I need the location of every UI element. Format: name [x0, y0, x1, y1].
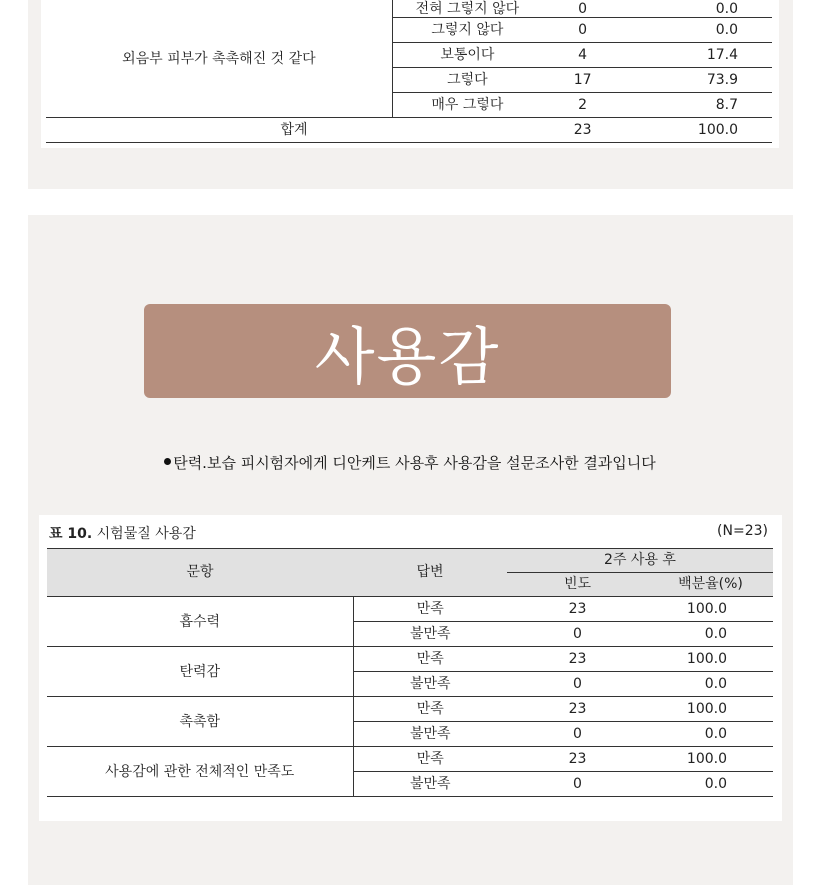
answer-cell: 불만족	[353, 772, 507, 797]
bullet-icon	[164, 458, 171, 465]
answer-cell: 전혀 그렇지 않다	[392, 0, 542, 18]
header-answer: 답변	[353, 549, 507, 597]
answer-cell: 만족	[353, 647, 507, 672]
banner-title: 사용감	[314, 319, 501, 393]
item-cell: 흡수력	[47, 597, 353, 647]
table-row	[46, 0, 772, 18]
freq-cell: 2	[542, 93, 623, 118]
answer-cell: 보통이다	[392, 43, 542, 68]
answer-cell: 그렇지 않다	[392, 18, 542, 43]
answer-cell: 만족	[353, 747, 507, 772]
answer-cell: 만족	[353, 597, 507, 622]
survey-result-table	[46, 0, 772, 143]
freq-cell: 0	[542, 0, 623, 18]
freq-cell: 17	[542, 68, 623, 93]
pct-cell: 100.0	[648, 747, 773, 772]
freq-cell: 0	[542, 18, 623, 43]
pct-cell: 0.0	[648, 622, 773, 647]
item-cell: 촉촉함	[47, 697, 353, 747]
item-cell: 탄력감	[47, 647, 353, 697]
pct-cell: 17.4	[623, 43, 772, 68]
freq-cell: 0	[507, 622, 648, 647]
pct-cell: 8.7	[623, 93, 772, 118]
pct-cell: 0.0	[648, 772, 773, 797]
answer-cell: 불만족	[353, 672, 507, 697]
header-freq: 빈도	[507, 573, 648, 597]
note-text: 탄력.보습 피시험자에게 디안케트 사용후 사용감을 설문조사한 결과입니다	[173, 454, 656, 472]
total-row	[46, 118, 772, 143]
section-banner	[144, 304, 671, 398]
pct-cell: 73.9	[623, 68, 772, 93]
table-row	[47, 747, 773, 772]
freq-cell: 0	[507, 722, 648, 747]
total-freq: 23	[542, 118, 623, 143]
usability-table	[47, 548, 773, 797]
pct-cell: 0.0	[648, 722, 773, 747]
table-row	[47, 697, 773, 722]
question-cell: 외음부 피부가 촉촉해진 것 같다	[122, 50, 316, 67]
pct-cell: 100.0	[648, 697, 773, 722]
sample-size: (N=23)	[717, 523, 768, 539]
header-item: 문항	[47, 549, 353, 597]
pct-cell: 0.0	[623, 18, 772, 43]
table-row	[47, 597, 773, 622]
freq-cell: 23	[507, 747, 648, 772]
freq-cell: 23	[507, 597, 648, 622]
table-row	[47, 647, 773, 672]
header-row	[47, 549, 773, 573]
freq-cell: 23	[507, 647, 648, 672]
freq-cell: 23	[507, 697, 648, 722]
item-cell: 사용감에 관한 전체적인 만족도	[47, 747, 353, 797]
header-pct: 백분율(%)	[648, 573, 773, 597]
total-pct: 100.0	[623, 118, 772, 143]
caption-title: 시험물질 사용감	[96, 526, 196, 542]
answer-cell: 불만족	[353, 722, 507, 747]
answer-cell: 불만족	[353, 622, 507, 647]
table-caption	[49, 523, 196, 543]
caption-number: 표 10.	[49, 526, 93, 542]
answer-cell: 매우 그렇다	[392, 93, 542, 118]
pct-cell: 0.0	[648, 672, 773, 697]
freq-cell: 4	[542, 43, 623, 68]
total-label: 합계	[46, 118, 542, 143]
answer-cell: 만족	[353, 697, 507, 722]
pct-cell: 100.0	[648, 647, 773, 672]
description-note	[0, 452, 820, 473]
freq-cell: 0	[507, 672, 648, 697]
pct-cell: 0.0	[623, 0, 772, 18]
header-group: 2주 사용 후	[507, 549, 773, 573]
answer-cell: 그렇다	[392, 68, 542, 93]
freq-cell: 0	[507, 772, 648, 797]
pct-cell: 100.0	[648, 597, 773, 622]
